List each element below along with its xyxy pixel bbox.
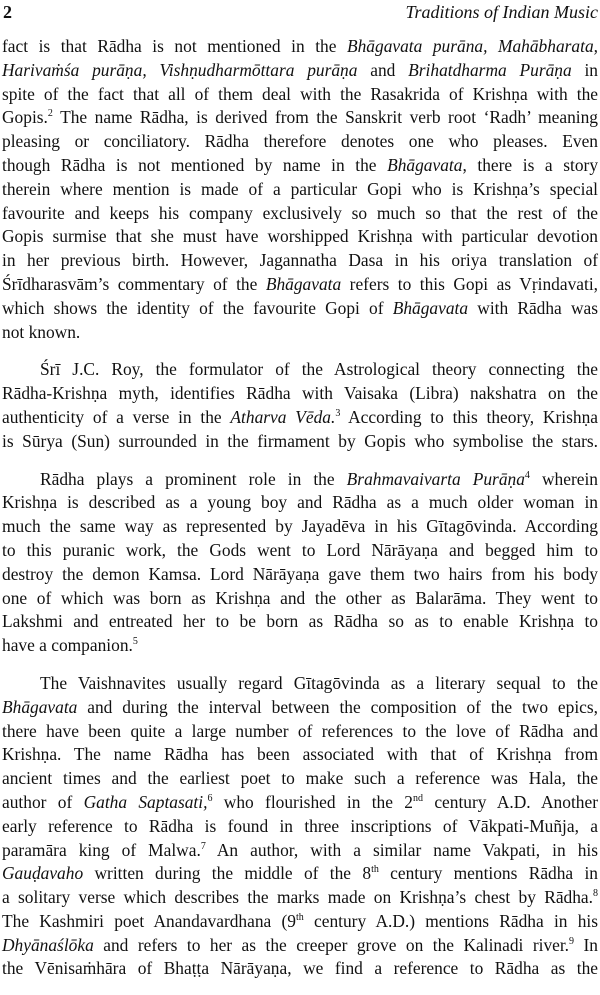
text-segment: much the same way as represented by Jayadēva in his Gītagōvinda. According	[2, 516, 598, 537]
text-segment: and during the interval between the composition of the two epics,	[77, 696, 598, 717]
footnote-marker: 5	[132, 636, 138, 648]
text-segment: a solitary verse which describes the marks made on Krishṇa’s chest by Rādha.	[2, 887, 593, 908]
text-segment: Krishṇa. The name Rādha has been associated with that of Krishṇa from	[2, 744, 598, 765]
text-segment: one of which was born as Krishṇa and the other as Balarāma. They went to	[2, 587, 598, 608]
footnote-marker: 6	[207, 792, 213, 804]
text-segment: therein where mention is made of a particular Gopi who is Krishṇa’s special	[2, 178, 598, 199]
text-segment: Gopis surmise that she must have worshipped Krishṇa with particular devotion	[2, 226, 598, 247]
running-title: Traditions of Indian Music	[405, 2, 598, 22]
text-segment: and refers to her as the creeper grove on the Kalinadi river.	[93, 934, 570, 955]
text-segment: paramāra king of Malwa.	[2, 839, 201, 860]
text-line	[2, 430, 598, 454]
text-line	[2, 767, 598, 791]
text-segment: which shows the identity of the favourite Gopi of	[2, 297, 393, 318]
italic-text: Gatha Saptasati,	[83, 791, 208, 812]
italic-text: Bhāgavata	[392, 297, 469, 318]
text-line	[2, 35, 598, 59]
text-line	[2, 491, 598, 515]
footnote-marker: th	[296, 911, 304, 923]
text-segment: Krishṇa is described as a young boy and Rādha as a much older woman in	[2, 492, 598, 513]
text-line	[2, 154, 598, 178]
text-segment: the Vēnisaṁhāra of Bhaṭṭa Nārāyaṇa, we find a reference to Rādha as the	[2, 958, 598, 979]
page-header	[3, 2, 598, 24]
italic-text: Bhāgavata	[2, 696, 78, 717]
text-segment: According to this theory, Krishṇa	[340, 406, 598, 427]
text-line	[2, 563, 598, 587]
text-line	[2, 839, 598, 863]
text-segment: who flourished in the 2	[212, 791, 413, 812]
text-line	[2, 539, 598, 563]
text-segment: is Sūrya (Sun) surrounded in the firmament by Gopis who symbolise the stars.	[2, 430, 598, 451]
italic-text: Harivaṁśa purāṇa, Vishṇudharmōttara purāṇa	[2, 59, 358, 80]
text-segment: spite of the fact that all of them deal with the Rasakrida of Krishṇa with the	[2, 83, 598, 104]
text-line	[2, 468, 598, 492]
text-segment: , there is a story	[462, 154, 599, 175]
text-segment: author of	[2, 791, 84, 812]
text-segment: in	[571, 59, 599, 80]
text-segment: though Rādha is not mentioned by name in the	[2, 154, 388, 175]
paragraph	[2, 358, 598, 453]
paragraph	[2, 468, 598, 658]
italic-text: Bhāgavata purāna, Mahābharata,	[346, 36, 598, 56]
text-line	[2, 862, 598, 886]
text-segment: favourite and keeps his company exclusively so much so that the rest of the	[2, 202, 598, 223]
text-line	[2, 358, 598, 382]
text-line	[2, 934, 598, 958]
text-segment: An author, with a similar name Vakpati, in his	[205, 839, 598, 860]
text-segment: Śrī J.C. Roy, the formulator of the Astrological theory connecting the	[40, 359, 598, 380]
italic-text: Bhāgavata	[387, 154, 463, 175]
text-segment: Śrīdharasvām’s commentary of the	[2, 273, 266, 294]
footnote-marker: 3	[335, 407, 341, 419]
text-segment: there have been quite a large number of references to the love of Rādha and	[2, 720, 598, 741]
text-segment: century mentions Rādha in	[378, 863, 598, 884]
text-segment: In	[574, 934, 599, 955]
text-segment: early reference to Rādha is found in three inscriptions of Vākpati-Muñja, a	[2, 815, 598, 836]
text-segment: century A.D. Another	[423, 791, 598, 812]
text-line	[2, 610, 598, 634]
body-text	[2, 35, 598, 995]
footnote-marker: nd	[413, 792, 423, 804]
text-segment: with Rādha was	[468, 297, 598, 318]
footnote-marker: th	[371, 864, 379, 876]
text-segment: ancient times and the earliest poet to make such a reference was Hala, the	[2, 768, 598, 789]
footnote-marker: 2	[47, 108, 53, 120]
paragraph	[2, 35, 598, 344]
text-line	[2, 273, 598, 297]
text-segment: fact is that Rādha is not mentioned in the	[2, 36, 347, 56]
text-line	[2, 297, 598, 321]
paragraph	[2, 672, 598, 981]
text-line	[2, 249, 598, 273]
italic-text: Dhyānaślōka	[2, 934, 94, 955]
text-line	[2, 382, 598, 406]
footnote-marker: 8	[593, 888, 598, 900]
text-line	[2, 696, 598, 720]
text-line	[2, 587, 598, 611]
text-segment: Gopis.	[2, 107, 48, 128]
text-line	[2, 106, 598, 130]
text-line	[2, 791, 598, 815]
italic-text: Brihatdharma Purāṇa	[408, 59, 572, 80]
text-segment: written during the middle of the 8	[83, 863, 372, 884]
text-segment: authenticity of a verse in the	[2, 406, 231, 427]
text-segment: wherein	[529, 468, 599, 489]
text-line	[2, 83, 598, 107]
text-line	[2, 886, 598, 910]
italic-text: Atharva Vēda.	[230, 406, 336, 427]
italic-text: Brahmavaivarta Purāṇa	[346, 468, 525, 489]
footnote-marker: 9	[569, 935, 575, 947]
text-segment: Rādha-Krishṇa myth, identifies Rādha with Vaisaka (Libra) nakshatra on the	[2, 383, 598, 404]
italic-text: Gauḍavaho	[2, 863, 84, 884]
text-line	[2, 178, 598, 202]
footnote-marker: 4	[524, 469, 530, 481]
text-line	[2, 672, 598, 696]
text-segment: to this puranic work, the Gods went to Lord Nārāyaṇa and begged him to	[2, 539, 598, 560]
page-number: 2	[3, 2, 12, 22]
italic-text: Bhāgavata	[265, 273, 342, 294]
text-segment: Rādha plays a prominent role in the	[40, 468, 347, 489]
text-line	[2, 202, 598, 226]
text-segment: destroy the demon Kamsa. Lord Nārāyaṇa gave them two hairs from his body	[2, 563, 598, 584]
footnote-marker: 7	[200, 840, 206, 852]
text-segment: and	[357, 59, 409, 80]
text-segment: The Kashmiri poet Anandavardhana (9	[2, 910, 296, 931]
text-line	[2, 406, 598, 430]
text-line	[2, 515, 598, 539]
text-segment: refers to this Gopi as Vṛindavati,	[341, 273, 599, 294]
text-line	[2, 130, 598, 154]
text-segment: in her previous birth. However, Jagannatha Dasa in his oriya translation of	[2, 250, 598, 271]
text-line	[2, 720, 598, 744]
text-segment: not known.	[2, 321, 81, 342]
text-line	[2, 59, 598, 83]
text-line	[2, 225, 598, 249]
text-segment: Lakshmi and entreated her to be born as Rādha so as to enable Krishṇa to	[2, 611, 598, 632]
text-line	[2, 321, 598, 345]
text-line	[2, 815, 598, 839]
text-line	[2, 743, 598, 767]
text-line	[2, 957, 598, 981]
text-segment: The Vaishnavites usually regard Gītagōvinda as a literary sequal to the	[40, 672, 598, 693]
text-line	[2, 910, 598, 934]
text-segment: have a companion.	[2, 635, 133, 656]
text-segment: The name Rādha, is derived from the Sanskrit verb root ‘Radh’ meaning	[52, 107, 598, 128]
text-line	[2, 634, 598, 658]
text-segment: pleasing or conciliatory. Rādha therefore denotes one who pleases. Even	[2, 131, 598, 152]
text-segment: century A.D.) mentions Rādha in his	[303, 910, 599, 931]
